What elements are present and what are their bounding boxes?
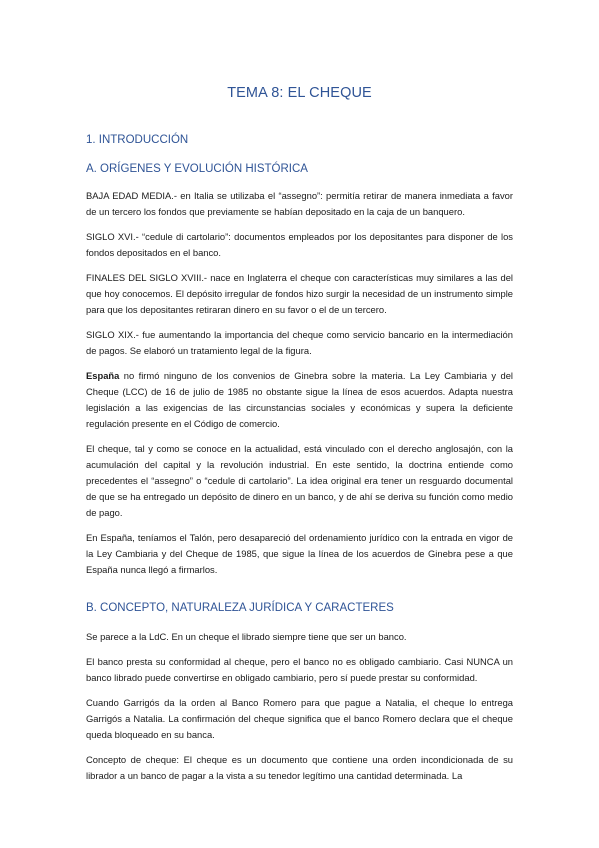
paragraph-siglo-xvi: SIGLO XVI.- “cedule di cartolario”: documentos empleados por los depositantes para disponer de los fondos depositados en el banco. xyxy=(86,231,513,258)
paragraph-espana-text: no firmó ninguno de los convenios de Ginebra sobre la materia. La Ley Cambiaria y del Cheque (LCC) de 16 de julio de 1985 no obstante sigue la línea de esos acuerdos. Adapta nuestra legislación a las exigencias de las circunstancias sociales y económicas y supera la deficiente regulación presente en el Código de comercio. xyxy=(86,370,513,429)
paragraph-ldc: Se parece a la LdC. En un cheque el librado siempre tiene que ser un banco. xyxy=(86,631,407,642)
section-heading-introduccion: 1. INTRODUCCIÓN xyxy=(86,134,189,146)
paragraph-siglo-xviii: FINALES DEL SIGLO XVIII.- nace en Inglaterra el cheque con características muy similares a las del que hoy conocemos. El depósito irregular de fondos hizo surgir la necesidad de un instrumento simple para que los depositantes retiraran dinero en su favor o el de un tercero. xyxy=(86,272,513,315)
paragraph-espana-convenios xyxy=(86,368,513,432)
paragraph-concepto-cheque: Concepto de cheque: El cheque es un documento que contiene una orden incondicionada de su librador a un banco de pagar a la vista a su tenedor legítimo una cantidad determinada. La xyxy=(86,754,513,781)
bold-term-espana: España xyxy=(86,370,120,381)
paragraph-talon: En España, teníamos el Talón, pero desapareció del ordenamiento jurídico con la entrada en vigor de la Ley Cambiaria y del Cheque de 1985, que sigue la línea de los acuerdos de Ginebra pese a que España nunca llegó a firmarlos. xyxy=(86,532,513,575)
paragraph-siglo-xix: SIGLO XIX.- fue aumentando la importancia del cheque como servicio bancario en la intermediación de pagos. Se elaboró un tratamiento legal de la figura. xyxy=(86,329,513,356)
paragraph-conformidad: El banco presta su conformidad al cheque, pero el banco no es obligado cambiario. Casi NUNCA un banco librado puede convertirse en obligado cambiario, pero sí puede prestar su conformidad. xyxy=(86,656,513,683)
paragraph-baja-edad-media: BAJA EDAD MEDIA.- en Italia se utilizaba el “assegno”: permitía retirar de manera inmediata a favor de un tercero los fondos que previamente se habían depositado en la caja de un banquero. xyxy=(86,190,513,217)
page-title: TEMA 8: EL CHEQUE xyxy=(227,85,372,101)
paragraph-cheque-actualidad: El cheque, tal y como se conoce en la actualidad, está vinculado con el derecho anglosajón, con la acumulación del capital y la revolución industrial. En este sentido, la doctrina entiende como precedentes el “assegno” o “cedule di cartolario”. La idea original era tener un resguardo documental de que se ha entregado un depósito de dinero en un banco, y de ahí se deriva su función como medio de pago. xyxy=(86,443,513,518)
subsection-heading-origenes: A. ORÍGENES Y EVOLUCIÓN HISTÓRICA xyxy=(86,163,308,175)
paragraph-garrigos: Cuando Garrigós da la orden al Banco Romero para que pague a Natalia, el cheque lo entrega Garrigós a Natalia. La confirmación del cheque significa que el banco Romero declara que el cheque queda bloqueado en su banca. xyxy=(86,697,513,740)
subsection-heading-concepto: B. CONCEPTO, NATURALEZA JURÍDICA Y CARACTERES xyxy=(86,602,394,614)
